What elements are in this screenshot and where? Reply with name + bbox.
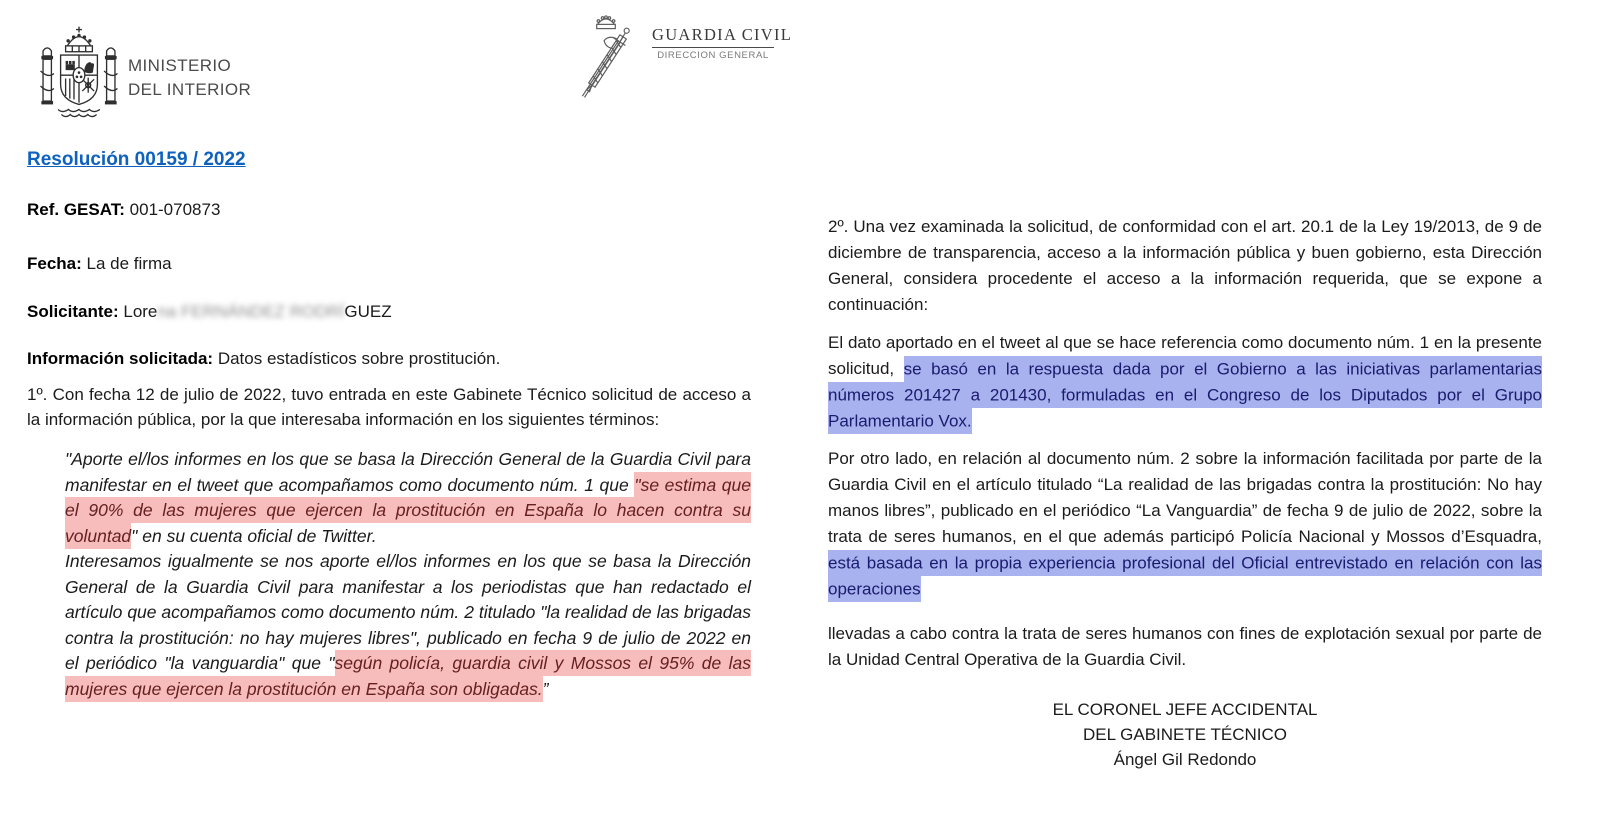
highlight-blue-experiencia: está basada en la propia experiencia profesional del Oficial entrevistado en relación con las operaciones [828,550,1542,602]
solicitante-line [27,299,751,324]
signature-name: Ángel Gil Redondo [1113,750,1257,769]
signature-block [828,697,1542,772]
fecha-line [27,251,751,276]
ministry-name [128,54,251,102]
info-label: Información solicitada: [27,349,214,368]
highlight-pink-90pct: "se estima que el 90% de las mujeres que ejercen la prostitución en España lo hacen contra su voluntad [65,472,751,549]
spain-coat-of-arms-icon [33,20,125,142]
highlight-blue-vox: se basó en la respuesta dada por el Gobierno a las iniciativas parlamentarias números 201427 a 201430, formuladas en el Congreso de los Diputados por el Grupo Parlamentario Vox. [828,356,1542,434]
quote1-tail: " en su cuenta oficial de Twitter. [131,525,377,546]
quote-paragraph-1 [65,447,751,549]
signature-role-line2: DEL GABINETE TÉCNICO [1082,725,1288,744]
fecha-label: Fecha: [27,254,82,273]
paragraph-4 [828,446,1542,602]
resolution-title [27,149,751,171]
right-column [828,214,1542,772]
p4-text: Por otro lado, en relación al documento núm. 2 sobre la información facilitada por parte de la Guardia Civil en el artículo titulado “La realidad de las brigadas contra la prostitución: No hay manos libres”, publicado en el periódico “La Vanguardia” de fecha 9 de julio de 2022, sobre la trata de seres humanos, en el que además participó Policía Nacional y Mossos d’Esquadra, [828,449,1542,546]
quote-paragraph-2 [65,549,751,702]
paragraph-3 [828,330,1542,434]
guardia-civil-subtitle: DIRECCION GENERAL [657,50,769,61]
p3-text: El dato aportado en el tweet al que se hace referencia como documento núm. 1 en la presente solicitud, [828,333,1542,378]
quote2-tail: ” [542,678,549,699]
info-line [27,346,751,371]
signature-role-line1: EL CORONEL JEFE ACCIDENTAL [1052,700,1318,719]
guardia-civil-title: GUARDIA CIVIL [652,25,774,48]
quote2-text: Interesamos igualmente se nos aporte el/los informes en los que se basa la Dirección General de la Guardia Civil para manifestar a los periodistas que han redactado el artículo que acompañamos como documento núm. 2 titulado "la realidad de las brigadas contra la prostitución: no hay mujeres libres", publicado en fecha 9 de julio de 2022 en el periódico "la vanguardia" que " [65,551,751,673]
paragraph-1: 1º. Con fecha 12 de julio de 2022, tuvo entrada en este Gabinete Técnico solicitud de acceso a la información pública, por la que interesaba información en los siguientes términos: [27,385,751,429]
ministry-line2: DEL INTERIOR [128,80,252,99]
resolution-link[interactable]: Resolución 00159 / 2022 [27,149,246,170]
info-value: Datos estadísticos sobre prostitución. [217,349,501,368]
solicitante-prefix: Lore [123,302,158,321]
ref-label: Ref. GESAT: [27,200,125,219]
fecha-value: La de firma [86,254,172,273]
left-column [27,149,751,702]
ref-line [27,197,751,222]
guardia-civil-header [652,25,793,61]
paragraph-2: 2º. Una vez examinada la solicitud, de conformidad con el art. 20.1 de la Ley 19/2013, de 9 de diciembre de transparencia, acceso a la información pública y buen gobierno, esta Dirección General, considera procedente el acceso a la información requerida, que se expone a continuación: [828,217,1542,314]
quote1-text: "Aporte el/los informes en los que se basa la Dirección General de la Guardia Civil para manifestar en el tweet que acompañamos como documento núm. 1 que [65,449,751,495]
solicitante-label: Solicitante: [27,302,119,321]
guardia-civil-emblem-icon [568,6,644,112]
redacted-name: na FERNÁNDEZ RODRÍ [157,302,345,321]
quoted-request-block [65,447,751,702]
ref-value: 001-070873 [129,200,221,219]
ministry-line1: MINISTERIO [128,56,232,75]
paragraph-5: llevadas a cabo contra la trata de seres humanos con fines de explotación sexual por parte de la Unidad Central Operativa de la Guardia Civil. [828,624,1542,669]
highlight-pink-95pct: según policía, guardia civil y Mossos el 95% de las mujeres que ejercen la prostitución en España son obligadas. [65,650,751,702]
solicitante-suffix: GUEZ [344,302,392,321]
